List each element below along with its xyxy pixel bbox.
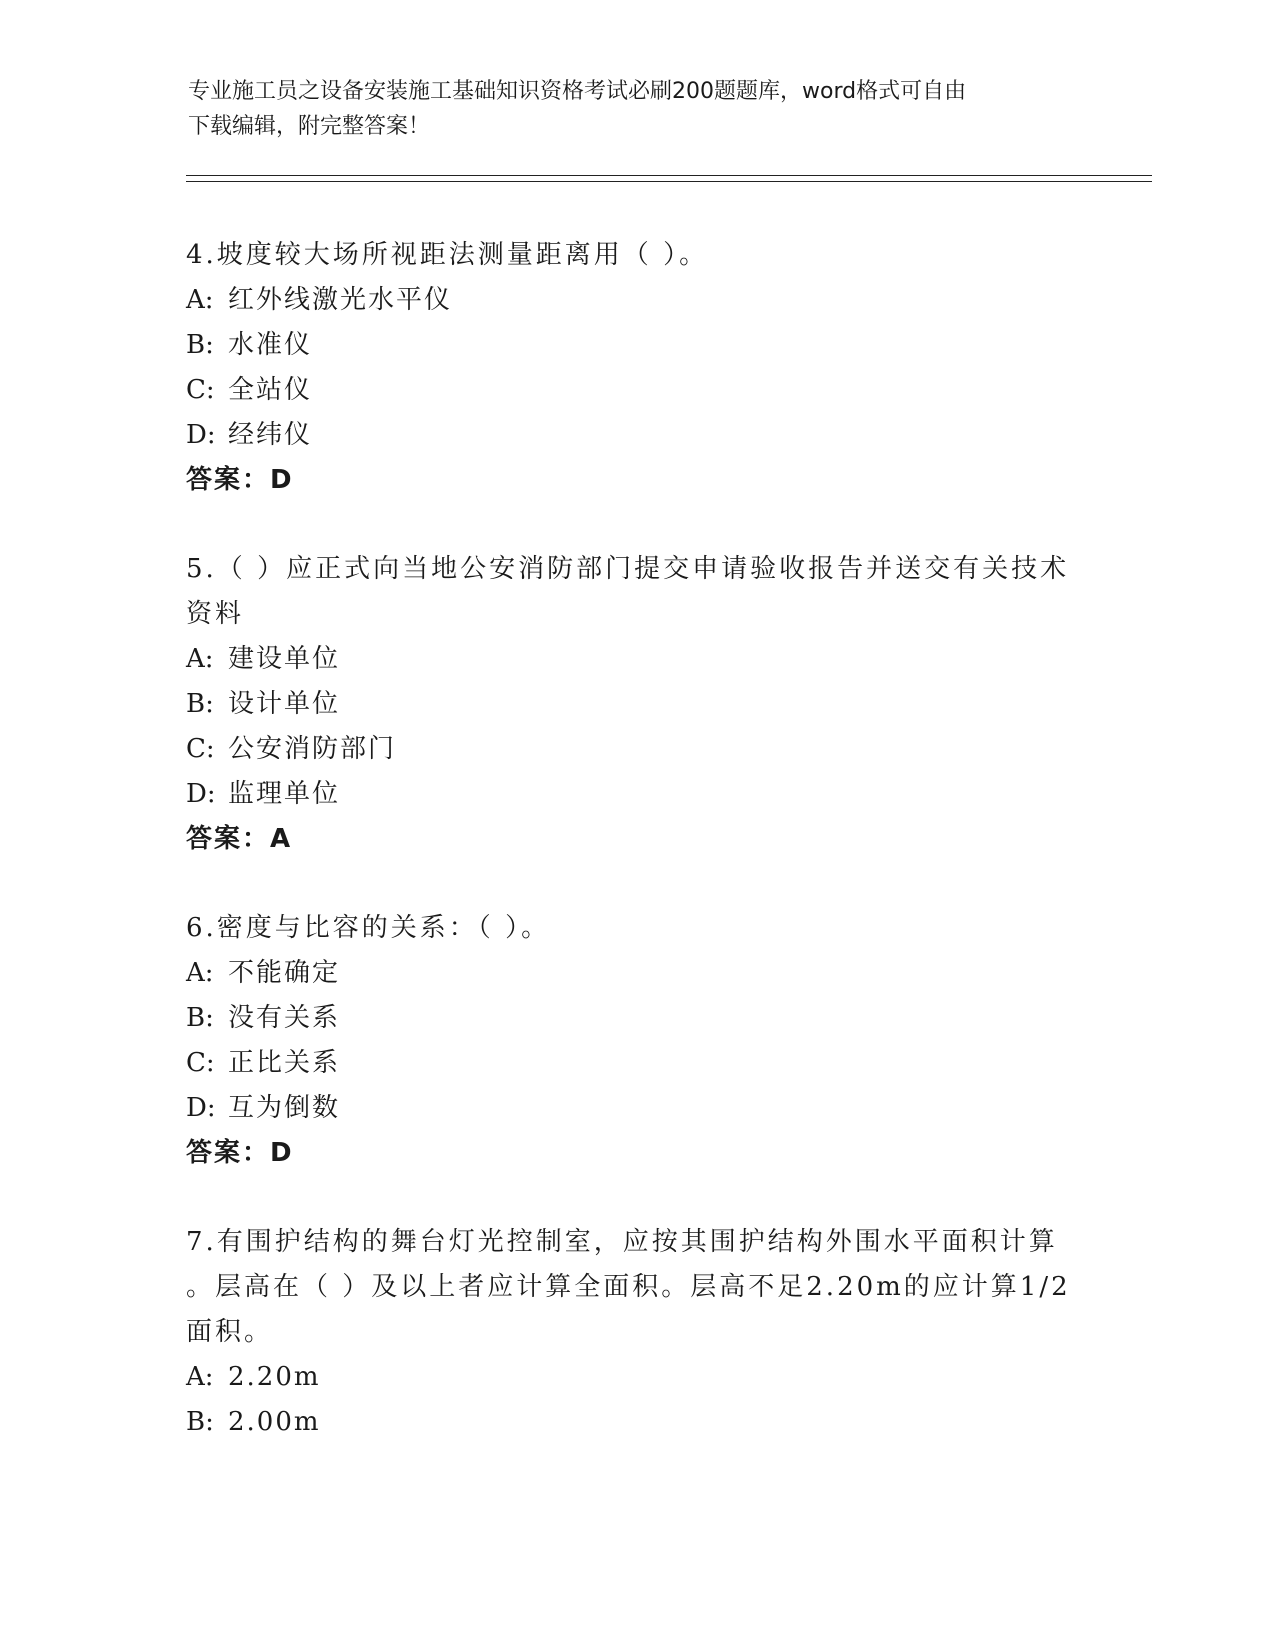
option-key: C:	[186, 1048, 215, 1078]
answer-option	[186, 323, 1086, 368]
option-text: 经纬仪	[228, 420, 313, 450]
option-text: 监理单位	[228, 779, 341, 809]
question-text-line: 4.坡度较大场所视距法测量距离用（ ）。	[186, 240, 709, 270]
answer-option	[186, 727, 1086, 772]
answer-option	[186, 278, 1086, 323]
option-text: 全站仪	[228, 375, 313, 405]
option-text: 2.20m	[228, 1362, 321, 1392]
answer-option	[186, 1086, 1086, 1131]
option-text: 没有关系	[228, 1003, 341, 1033]
question-item	[186, 1220, 1086, 1445]
option-key: A:	[186, 1362, 214, 1392]
answer-option	[186, 772, 1086, 817]
answer-option	[186, 996, 1086, 1041]
option-key: A:	[186, 285, 214, 315]
option-text: 建设单位	[228, 644, 341, 674]
option-key: D:	[186, 420, 216, 450]
question-text-line: 面积。	[186, 1317, 274, 1347]
question-list	[186, 233, 1086, 1489]
answer-option	[186, 1400, 1086, 1445]
answer-option	[186, 413, 1086, 458]
option-text: 互为倒数	[228, 1093, 341, 1123]
option-key: B:	[186, 330, 214, 360]
question-text-line: 6.密度与比容的关系：（ ）。	[186, 913, 551, 943]
option-text: 2.00m	[228, 1407, 321, 1437]
answer-option	[186, 951, 1086, 996]
answer-option	[186, 1355, 1086, 1400]
option-key: B:	[186, 689, 214, 719]
option-key: C:	[186, 734, 215, 764]
option-text: 公安消防部门	[228, 734, 397, 764]
option-text: 水准仪	[228, 330, 313, 360]
option-key: D:	[186, 1093, 216, 1123]
question-text-line: 。层高在（ ）及以上者应计算全面积。层高不足2.20m的应计算1/2	[186, 1272, 1071, 1302]
question-item	[186, 906, 1086, 1176]
option-text: 正比关系	[228, 1048, 341, 1078]
header-divider-top	[186, 175, 1152, 176]
answer-line: 答案：D	[186, 465, 294, 495]
option-key: B:	[186, 1407, 214, 1437]
question-item	[186, 547, 1086, 862]
option-text: 红外线激光水平仪	[228, 285, 453, 315]
answer-line: 答案：D	[186, 1138, 294, 1168]
header-line-2: 下载编辑，附完整答案！	[188, 114, 431, 139]
question-text-line: 资料	[186, 599, 245, 629]
question-text-line: 7.有围护结构的舞台灯光控制室，应按其围护结构外围水平面积计算	[186, 1227, 1058, 1257]
option-text: 设计单位	[228, 689, 341, 719]
option-key: C:	[186, 375, 215, 405]
answer-option	[186, 368, 1086, 413]
option-key: D:	[186, 779, 216, 809]
answer-option	[186, 637, 1086, 682]
answer-option	[186, 1041, 1086, 1086]
question-text-line: 5.（ ）应正式向当地公安消防部门提交申请验收报告并送交有关技术	[186, 554, 1070, 584]
option-text: 不能确定	[228, 958, 341, 988]
header-divider-bottom	[186, 181, 1152, 182]
answer-line: 答案：A	[186, 824, 293, 854]
option-key: A:	[186, 644, 214, 674]
option-key: B:	[186, 1003, 214, 1033]
option-key: A:	[186, 958, 214, 988]
header-line-1: 专业施工员之设备安装施工基础知识资格考试必刷200题题库，word格式可自由	[188, 79, 967, 104]
document-header	[188, 74, 1068, 144]
question-item	[186, 233, 1086, 503]
answer-option	[186, 682, 1086, 727]
